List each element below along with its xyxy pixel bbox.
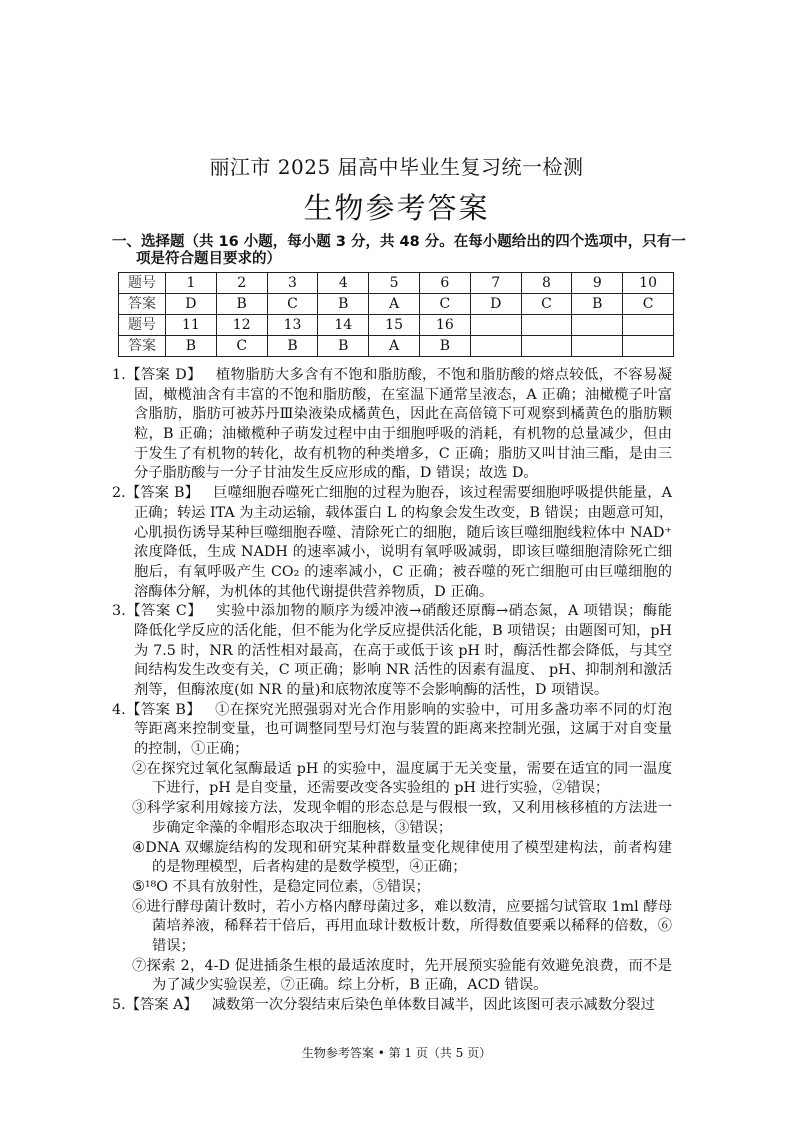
explanation-line: 固，橄榄油含有丰富的不饱和脂肪酸，在室温下通常呈液态，A 正确；油橄榄子叶富 — [134, 386, 672, 403]
explanation-line: ④DNA 双螺旋结构的发现和研究某种群数量变化规律使用了模型建构法，前者构建 — [132, 839, 672, 856]
table-cell: A — [369, 294, 420, 315]
answer-label: 5.【答案 A】 — [112, 997, 198, 1013]
explanation-line: 浓度降低，生成 NADH 的速率减小，说明有氧呼吸减弱，即该巨噬细胞清除死亡细 — [134, 544, 672, 561]
explanation-line — [112, 366, 672, 386]
table-cell: 4 — [318, 273, 369, 294]
table-cell: B — [419, 336, 470, 357]
table-cell: 11 — [166, 315, 217, 336]
table-cell: C — [216, 336, 267, 357]
page-footer: 生物参考答案 • 第 1 页（共 5 页） — [301, 1046, 492, 1060]
table-cell: B — [216, 294, 267, 315]
row-header-cell: 答案 — [119, 294, 166, 315]
table-cell: 9 — [572, 273, 623, 294]
explanation-line: 为 7.5 时，NR 的活性相对最高，在高于或低于该 pH 时，酶活性都会降低，与其空 — [134, 642, 672, 659]
explanation-subitem — [112, 760, 672, 799]
answer-label: 2.【答案 B】 — [112, 485, 200, 502]
explanations — [112, 366, 672, 1016]
table-cell: C — [267, 294, 318, 315]
table-cell: B — [318, 336, 369, 357]
explanation-line: ②在探究过氧化氢酶最适 pH 的实验中，温度属于无关变量，需要在适宜的同一温度 — [132, 760, 672, 777]
answer-label: 4.【答案 B】 — [112, 701, 202, 718]
table-cell — [470, 336, 521, 357]
explanation-item — [112, 996, 672, 1016]
explanation-line: 的控制，①正确； — [134, 741, 249, 758]
explanation-line: 粒，B 正确；油橄榄种子萌发过程中由于细胞呼吸的消耗，有机物的总量减少，但由 — [134, 426, 672, 443]
explanation-line: 正确；转运 ITA 为主动运输，载体蛋白 L 的构象会发生改变，B 错误；由题意可知， — [134, 504, 674, 521]
table-cell — [623, 336, 674, 357]
table-row — [119, 315, 674, 336]
table-cell: 13 — [267, 315, 318, 336]
explanation-line: 含脂肪，脂肪可被苏丹Ⅲ染液染成橘黄色，因此在高倍镜下可观察到橘黄色的脂肪颗 — [134, 406, 672, 423]
table-cell: D — [470, 294, 521, 315]
explanation-line — [112, 701, 672, 721]
table-cell — [521, 315, 572, 336]
explanation-subitem — [112, 799, 672, 838]
explanation-line: 为了减少实验误差，⑦正确。综上分析，B 正确，ACD 错误。 — [152, 977, 548, 994]
table-cell: 8 — [521, 273, 572, 294]
explanation-line: 等距离来控制变量，也可调整同型号灯泡与装置的距离来控制光强，这属于对自变量 — [134, 721, 672, 738]
answer-label: 3.【答案 C】 — [112, 603, 203, 620]
row-header-cell: 题号 — [119, 315, 166, 336]
table-cell: 14 — [318, 315, 369, 336]
table-cell: 7 — [470, 273, 521, 294]
row-header-cell: 题号 — [119, 273, 166, 294]
table-cell: B — [572, 294, 623, 315]
answer-label: 1.【答案 D】 — [112, 367, 202, 383]
table-cell — [623, 315, 674, 336]
explanation-line: 错误； — [152, 937, 195, 954]
table-cell: 5 — [369, 273, 420, 294]
explanation-line: 下进行，pH 是自变量，还需要改变各实验组的 pH 进行实验，②错误； — [152, 780, 610, 797]
table-cell: C — [521, 294, 572, 315]
explanation-subitem — [112, 957, 672, 996]
explanation-line: ⑥进行酵母菌计数时，若小方格内酵母菌过多，难以数清，应要摇匀试管取 1ml 酵母 — [132, 898, 672, 915]
section-heading-line: 项是符合题目要求的） — [136, 251, 281, 267]
explanation-text: 实验中添加物的顺序为缓冲液→硝酸还原酶→硝态氮，A 项错误；酶能 — [216, 603, 673, 620]
explanation-line: 间结构发生改变有关，C 项正确；影响 NR 活性的因素有温度、 pH、抑制剂和激活 — [134, 662, 672, 679]
table-cell — [572, 336, 623, 357]
explanation-item — [112, 366, 672, 484]
table-cell: 6 — [419, 273, 470, 294]
table-cell: B — [318, 294, 369, 315]
table-cell: D — [166, 294, 217, 315]
document-subtitle: 生物参考答案 — [303, 191, 490, 225]
explanation-line: 分子脂肪酸与一分子甘油发生反应形成的酯，D 错误；故选 D。 — [134, 465, 538, 482]
table-row — [119, 294, 674, 315]
explanation-subitem — [112, 839, 672, 878]
table-cell: A — [369, 336, 420, 357]
explanation-item — [112, 701, 672, 760]
table-cell: C — [419, 294, 470, 315]
explanation-line: 胞后，有氧呼吸产生 CO₂ 的速率减小，C 正确；被吞噬的死亡细胞可由巨噬细胞的 — [134, 563, 672, 580]
section-heading — [112, 234, 752, 268]
table-cell: 10 — [623, 273, 674, 294]
explanation-line: 于发生了有机物的转化，故有机物的种类增多，C 正确；脂肪又叫甘油三酯，是由三 — [134, 445, 672, 462]
row-header-cell: 答案 — [119, 336, 166, 357]
table-cell: 2 — [216, 273, 267, 294]
explanation-item — [112, 484, 672, 602]
explanation-line: 心肌损伤诱导某种巨噬细胞吞噬、清除死亡的细胞，随后该巨噬细胞线粒体中 NAD⁺ — [134, 524, 672, 541]
explanation-line: ⑦探索 2，4-D 促进插条生根的最适浓度时，先开展预实验能有效避免浪费，而不是 — [132, 957, 672, 974]
document-title: 丽江市 2025 届高中毕业生复习统一检测 — [209, 155, 584, 179]
table-cell: B — [267, 336, 318, 357]
table-cell: 16 — [419, 315, 470, 336]
explanation-line: ⑤¹⁸O 不具有放射性，是稳定同位素，⑤错误； — [132, 878, 430, 895]
explanation-subitem — [112, 898, 672, 957]
table-cell: C — [623, 294, 674, 315]
table-cell: 1 — [166, 273, 217, 294]
explanation-line: 步确定伞藻的伞帽形态取决于细胞核，③错误； — [152, 819, 453, 836]
table-cell — [470, 315, 521, 336]
explanation-text: 减数第一次分裂结束后染色单体数目减半，因此该图可表示减数分裂过 — [211, 997, 655, 1013]
section-heading-line: 一、选择题（共 16 小题，每小题 3 分，共 48 分。在每小题给出的四个选项中，只有一 — [112, 234, 686, 250]
explanation-line: 降低化学反应的活化能，但不能为化学反应提供活化能，B 项错误；由题图可知，pH — [134, 622, 672, 639]
explanation-line: 菌培养液，稀释若干倍后，再用血球计数板计数，所得数值要乘以稀释的倍数，⑥ — [152, 918, 672, 935]
explanation-line — [112, 996, 672, 1016]
explanation-text: 巨噬细胞吞噬死亡细胞的过程为胞吞，该过程需要细胞呼吸提供能量，A — [213, 485, 672, 502]
explanation-text: 植物脂肪大多含有不饱和脂肪酸，不饱和脂肪酸的熔点较低，不容易凝 — [215, 367, 672, 383]
explanation-line: 的是物理模型，后者构建的是数学模型，④正确； — [152, 859, 467, 876]
explanation-line: ③科学家利用嫁接方法，发现伞帽的形态总是与假根一致，又利用核移植的方法进一 — [132, 800, 672, 817]
table-cell — [521, 336, 572, 357]
table-cell: B — [166, 336, 217, 357]
explanation-subitem — [112, 878, 672, 898]
explanation-line: 溶酶体分解，为机体的其他代谢提供营养物质，D 正确。 — [134, 583, 494, 600]
explanation-line — [112, 484, 672, 504]
table-row — [119, 336, 674, 357]
explanation-line — [112, 602, 672, 622]
table-row — [119, 273, 674, 294]
table-cell: 12 — [216, 315, 267, 336]
table-cell: 15 — [369, 315, 420, 336]
answer-table — [118, 272, 674, 357]
explanation-text: ①在探究光照强弱对光合作用影响的实验中，可用多盏功率不同的灯泡 — [215, 701, 672, 718]
explanation-item — [112, 602, 672, 700]
explanation-line: 剂等，但酶浓度(如 NR 的量)和底物浓度等不会影响酶的活性，D 项错误。 — [134, 682, 609, 698]
table-cell: 3 — [267, 273, 318, 294]
table-cell — [572, 315, 623, 336]
